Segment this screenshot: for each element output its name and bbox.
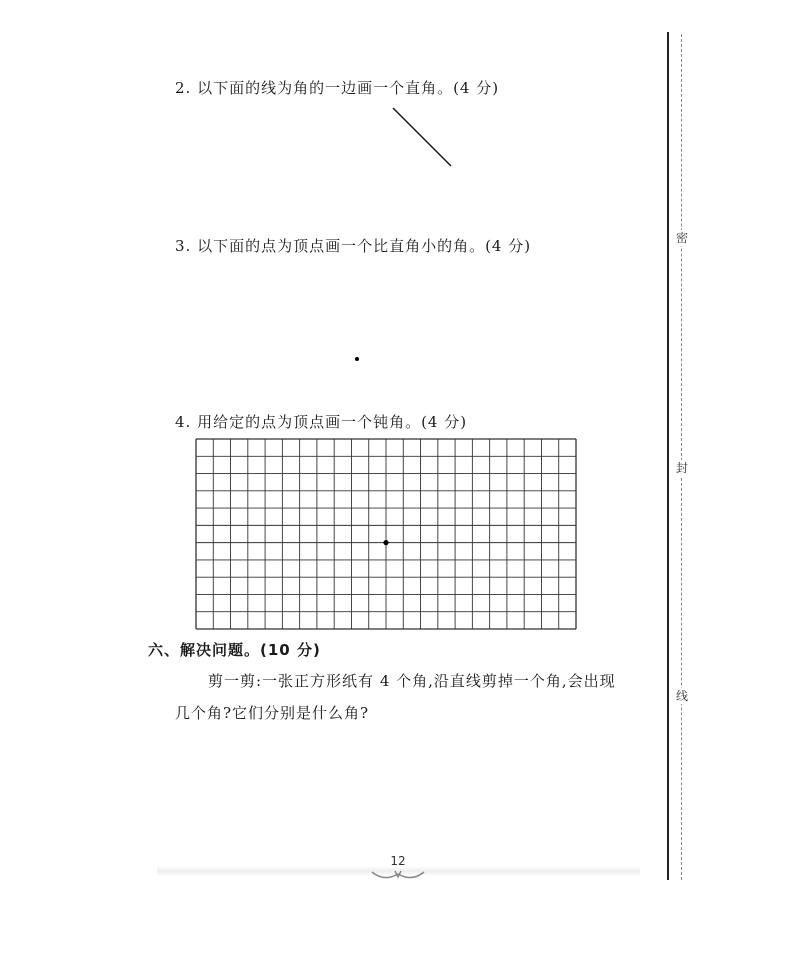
- drawing-grid[interactable]: [196, 439, 576, 629]
- given-line: [0, 0, 800, 200]
- page-number: 12: [390, 854, 406, 868]
- grid-vertex-dot: [383, 540, 388, 545]
- problem-text-line-2: 几个角?它们分别是什么角?: [175, 704, 370, 722]
- section-6-title: 六、解决问题。(10 分): [148, 641, 321, 659]
- binding-rule: [667, 32, 669, 880]
- margin-char-xian: 线: [675, 689, 688, 703]
- margin-char-mi: 密: [675, 231, 688, 245]
- given-line-segment: [393, 108, 451, 166]
- question-3-text: 3. 以下面的点为顶点画一个比直角小的角。(4 分): [175, 237, 532, 255]
- footer-ornament-icon: [368, 866, 428, 882]
- problem-text-line-1: 剪一剪:一张正方形纸有 4 个角,沿直线剪掉一个角,会出现: [208, 672, 616, 690]
- vertex-dot: [355, 357, 359, 361]
- margin-char-feng: 封: [675, 461, 688, 475]
- binding-dashed-line: [681, 34, 682, 880]
- question-4-text: 4. 用给定的点为顶点画一个钝角。(4 分): [175, 413, 468, 431]
- question-2-text: 2. 以下面的线为角的一边画一个直角。(4 分): [175, 79, 500, 97]
